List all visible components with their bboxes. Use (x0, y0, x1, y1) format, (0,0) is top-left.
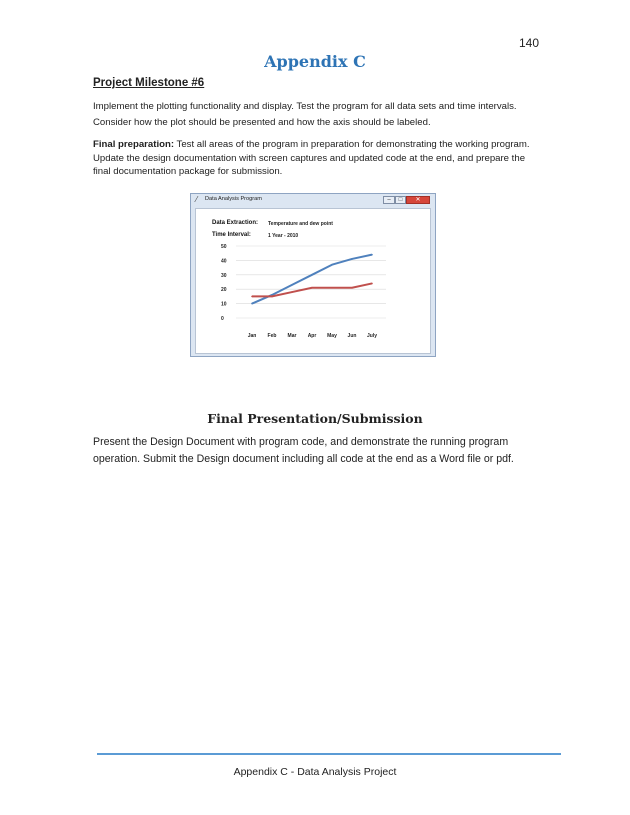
data-point (331, 264, 333, 266)
data-point (331, 287, 333, 289)
final-preparation-paragraph (93, 138, 543, 179)
milestone-heading: Project Milestone #6 (93, 77, 205, 89)
x-tick-label: Jan (247, 333, 257, 339)
window-client-area (195, 208, 431, 354)
data-point (311, 287, 313, 289)
feather-icon: ⁄ (196, 195, 198, 204)
appendix-title: Appendix C (264, 52, 366, 71)
data-point (371, 254, 373, 256)
data-point (291, 284, 293, 286)
data-point (271, 296, 273, 298)
data-point (251, 303, 253, 305)
final-preparation-text: Test all areas of the program in preparation for demonstrating the working program. Update the design documentation with screen captures and updated code at the end, and prepare the final documentation package for submission. (93, 139, 530, 177)
maximize-button: □ (395, 196, 406, 204)
data-analysis-window-screenshot (190, 193, 436, 357)
y-tick-label: 20 (221, 287, 227, 294)
data-point (351, 287, 353, 289)
footer-text: Appendix C - Data Analysis Project (233, 766, 397, 778)
data-extraction-label: Data Extraction: (212, 220, 259, 226)
minimize-button: – (383, 196, 395, 204)
y-tick-label: 40 (221, 258, 227, 265)
page-number: 140 (519, 36, 540, 50)
close-button: ✕ (406, 196, 430, 204)
data-extraction-value: Temperature and dew point (268, 221, 333, 227)
submission-heading: Final Presentation/Submission (207, 411, 423, 426)
x-tick-label: Feb (267, 333, 277, 339)
x-tick-label: May (327, 333, 337, 339)
final-preparation-label: Final preparation: (93, 139, 175, 150)
y-tick-label: 10 (221, 301, 227, 308)
y-tick-label: 0 (221, 316, 224, 322)
milestone-paragraph: Implement the plotting functionality and display. Test the program for all data sets and time intervals. Consider how the plot should be presented and how the axis should be labeled. (93, 101, 517, 128)
data-point (371, 283, 373, 285)
data-point (311, 274, 313, 276)
data-point (291, 291, 293, 293)
series-line (252, 283, 372, 296)
window-titlebar (191, 194, 435, 207)
window-title: Data Analysis Program (205, 196, 262, 202)
x-tick-label: Mar (287, 333, 297, 339)
x-tick-label: Apr (307, 333, 317, 339)
x-tick-label: Jun (347, 333, 357, 339)
data-point (251, 296, 253, 298)
y-tick-label: 50 (221, 244, 227, 250)
y-tick-label: 30 (221, 272, 227, 279)
time-interval-value: 1 Year - 2010 (268, 233, 299, 239)
footer-divider (97, 753, 561, 755)
x-tick-label: July (366, 333, 378, 339)
time-interval-label: Time Interval: (212, 232, 251, 238)
submission-paragraph: Present the Design Document with program code, and demonstrate the running program operation. Submit the Design document including all code at the end as a Word file or pdf. (93, 436, 514, 465)
line-chart (196, 209, 430, 353)
data-point (351, 258, 353, 260)
